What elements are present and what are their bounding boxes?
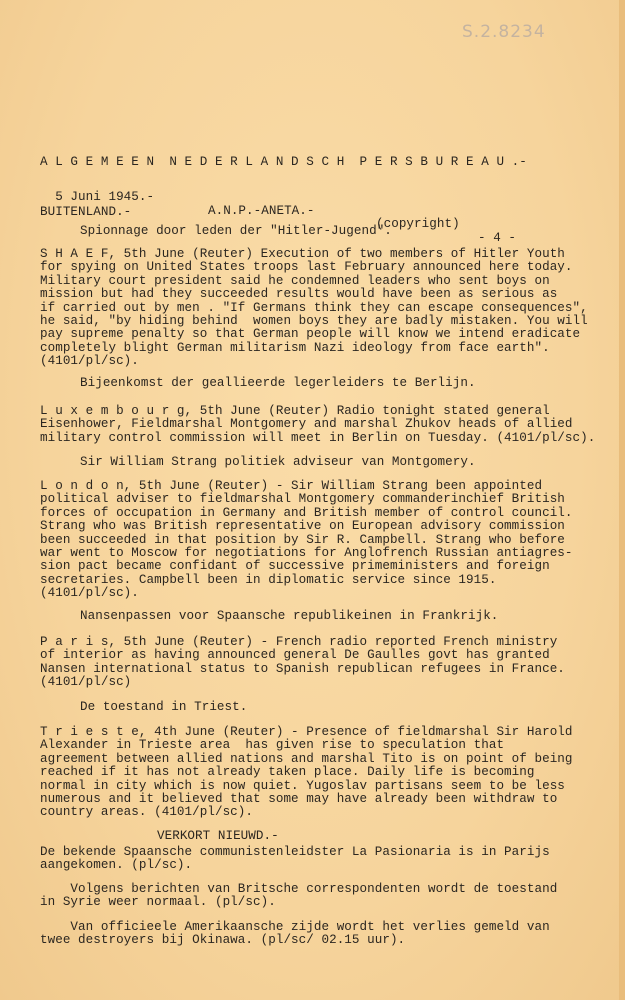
text-line: twee destroyers bij Okinawa. (pl/sc/ 02.15 uur). (40, 933, 406, 948)
text-line: military control commission will meet in Berlin on Tuesday. (4101/pl/sc). (40, 430, 596, 445)
text-line: Bijeenkomst der geallieerde legerleiders te Berlijn. (80, 376, 476, 390)
news-paragraph (40, 636, 565, 690)
text-line: S H A E F, 5th June (Reuter) Execution of two members of Hitler Youth (40, 247, 565, 261)
text-line: in Syrie weer normaal. (pl/sc). (40, 895, 276, 910)
news-heading (157, 830, 279, 843)
page-number: - 4 - (478, 230, 517, 245)
text-line: Alexander in Trieste area has given rise to speculation that (40, 738, 505, 753)
text-line: pay supreme penalty so that German people will know we intend eradicate (40, 327, 581, 342)
text-line: Eisenhower, Fieldmarshal Montgomery and marshal Zhukov heads of allied (40, 417, 573, 432)
text-line: mission but had they succeeded results would have been as serious as (40, 287, 558, 302)
page-edge (619, 0, 625, 1000)
text-line: for spying on United States troops last February announced here today. (40, 260, 573, 275)
news-paragraph (40, 921, 550, 948)
text-line: Nansen international status to Spanish republican refugees in France. (40, 661, 565, 676)
text-line: Nansenpassen voor Spaansche republikeinen in Frankrijk. (80, 609, 499, 623)
text-line: aangekomen. (pl/sc). (40, 858, 193, 873)
text-line: completely blight German militarism Nazi ideology from face earth". (40, 340, 550, 355)
agency-header: A L G E M E E N N E D E R L A N D S C H P E R S B U R E A U .- (40, 155, 527, 169)
text-line: De bekende Spaansche communistenleidster La Pasionaria is in Parijs (40, 845, 550, 859)
text-line: normal in city which is now quiet. Yugoslav partisans seem to be less (40, 778, 565, 793)
text-line: T r i e s t e, 4th June (Reuter) - Presence of fieldmarshal Sir Harold (40, 725, 573, 739)
text-line: Spionnage door leden der "Hitler-Jugend". (80, 224, 392, 238)
text-line: L u x e m b o u r g, 5th June (Reuter) Radio tonight stated general (40, 404, 550, 418)
text-line: (4101/pl/sc). (40, 354, 139, 369)
text-line: been succeeded in that position by Sir R. Campbell. Strang who before (40, 532, 565, 547)
archive-stamp: S.2.8234 (462, 22, 546, 42)
news-heading (80, 377, 476, 390)
news-heading (80, 610, 498, 623)
text-line: war went to Moscow for negotiations for Anglofrench Russian antiagres- (40, 546, 573, 561)
text-line: sion pact became confidant of successive primeministers and foreign (40, 559, 550, 574)
text-line: agreement between allied nations and marshal Tito is on point of being (40, 751, 573, 766)
text-line: De toestand in Triest. (80, 700, 248, 714)
news-paragraph (40, 726, 573, 820)
date: 5 Juni 1945.- (55, 190, 155, 205)
news-heading (80, 225, 392, 238)
source: A.N.P.-ANETA.- (208, 203, 315, 218)
text-line: VERKORT NIEUWD.- (157, 829, 279, 843)
news-paragraph (40, 846, 550, 873)
news-paragraph (40, 248, 588, 369)
text-line: L o n d o n, 5th June (Reuter) - Sir William Strang been appointed (40, 479, 543, 493)
text-line: political adviser to fieldmarshal Montgomery commanderinchief British (40, 492, 565, 507)
text-line: he said, "by hiding behind women boys they are badly mistaken. You will (40, 314, 588, 329)
text-line: if carried out by men . "If Germans think they can escape consequences", (40, 300, 588, 315)
news-paragraph (40, 883, 557, 910)
text-line: forces of occupation in Germany and British member of control council. (40, 505, 573, 520)
text-line: country areas. (4101/pl/sc). (40, 805, 254, 820)
text-line: P a r i s, 5th June (Reuter) - French radio reported French ministry (40, 635, 558, 649)
text-line: (4101/pl/sc) (40, 675, 132, 690)
copyright: (copyright) (376, 217, 460, 232)
text-line: Sir William Strang politiek adviseur van Montgomery. (80, 455, 476, 469)
text-line: Volgens berichten van Britsche correspondenten wordt de toestand (40, 882, 558, 896)
section-title: BUITENLAND.- (40, 205, 132, 219)
text-line: of interior as having announced general De Gaulles govt has granted (40, 648, 550, 663)
news-heading (80, 456, 476, 469)
news-heading (80, 701, 247, 714)
text-line: numerous and it believed that some may have already been withdraw to (40, 792, 558, 807)
news-paragraph (40, 480, 573, 601)
text-line: (4101/pl/sc). (40, 586, 139, 601)
text-line: reached if it has not already taken place. Daily life is becoming (40, 765, 535, 780)
news-paragraph (40, 405, 595, 445)
text-line: secretaries. Campbell been in diplomatic service since 1915. (40, 572, 497, 587)
text-line: Van officieele Amerikaansche zijde wordt het verlies gemeld van (40, 920, 550, 934)
text-line: Strang who was British representative on European advisory commission (40, 519, 565, 534)
text-line: Military court president said he condemned leaders who sent boys on (40, 273, 550, 288)
